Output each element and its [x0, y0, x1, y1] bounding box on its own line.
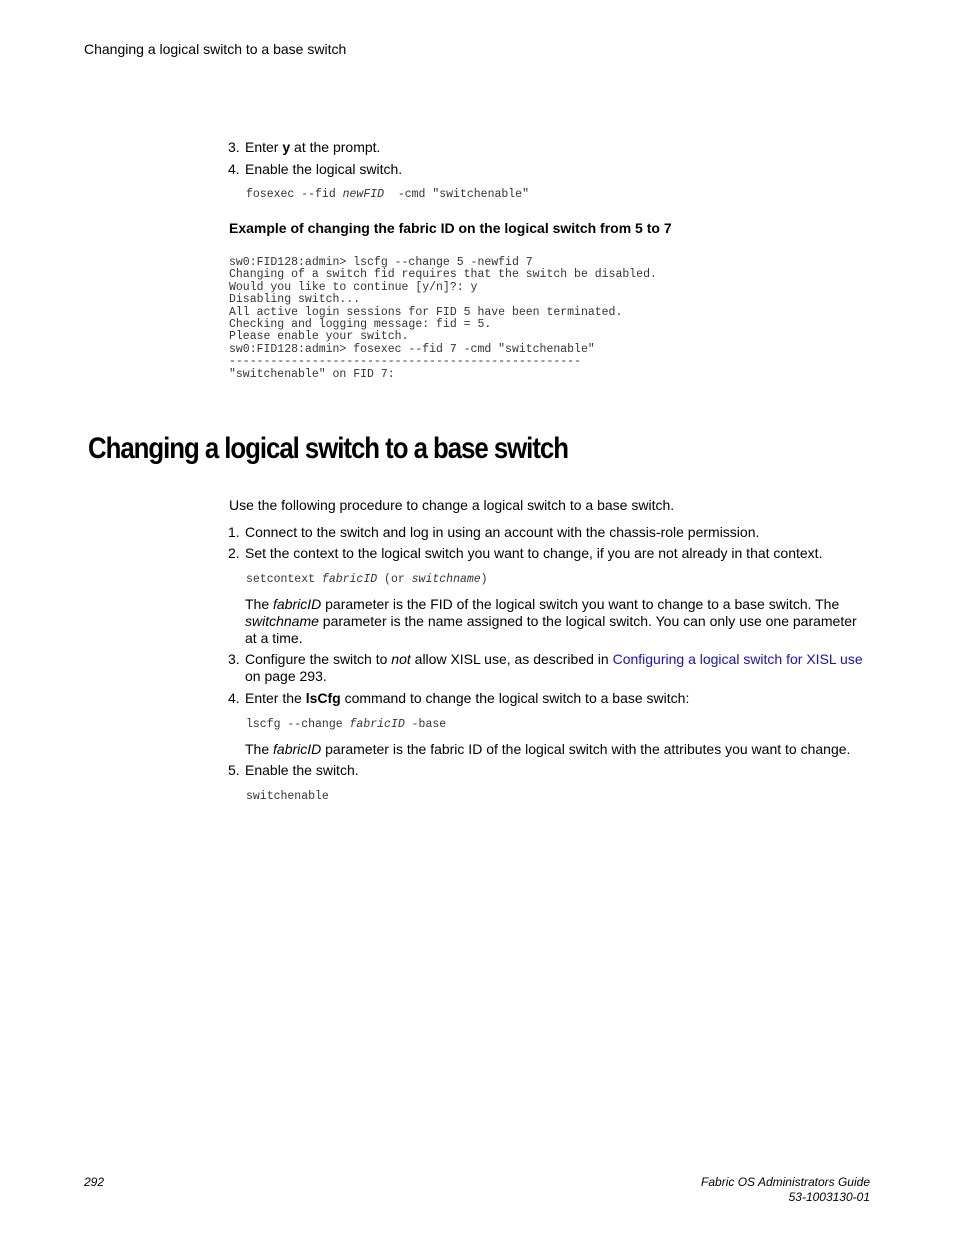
step-number: 1.	[228, 524, 240, 540]
code-line: Would you like to continue [y/n]?: y	[229, 280, 478, 294]
code-line: Please enable your switch.	[229, 330, 409, 344]
step-number: 4.	[228, 690, 240, 706]
command-line: fosexec --fid newFID -cmd "switchenable"	[246, 188, 529, 201]
section-title: Changing a logical switch to a base switch	[88, 432, 568, 465]
step-text: Enable the logical switch.	[245, 161, 403, 177]
page-number: 292	[84, 1175, 105, 1189]
step-text: Connect to the switch and log in using an account with the chassis-role permission.	[245, 524, 760, 540]
xisl-link[interactable]: Configuring a logical switch for XISL use	[612, 651, 863, 667]
command-line: lscfg --change fabricID -base	[246, 718, 447, 731]
step-number: 3.	[228, 139, 240, 155]
step-text: Set the context to the logical switch you want to change, if you are not already in that context.	[245, 545, 823, 561]
example-code-block	[229, 257, 657, 381]
parameter-note: The fabricID parameter is the fabric ID of the logical switch with the attributes you want to change.	[245, 741, 851, 757]
footer-doc-info	[701, 1175, 870, 1205]
example-heading: Example of changing the fabric ID on the logical switch from 5 to 7	[229, 220, 672, 236]
step-number: 5.	[228, 762, 240, 778]
doc-number: 53-1003130-01	[788, 1190, 870, 1204]
code-line: Checking and logging message: fid = 5.	[229, 318, 492, 332]
command-line: switchenable	[246, 790, 329, 803]
doc-title: Fabric OS Administrators Guide	[701, 1175, 870, 1189]
step-text: Enter the lsCfg command to change the logical switch to a base switch:	[245, 690, 690, 706]
code-line: Disabling switch...	[229, 293, 361, 307]
code-line: sw0:FID128:admin> fosexec --fid 7 -cmd "switchenable"	[229, 342, 595, 356]
step-number: 2.	[228, 545, 240, 561]
code-line: ---------------------------------------------------	[229, 355, 581, 369]
step-number: 4.	[228, 161, 240, 177]
intro-text: Use the following procedure to change a logical switch to a base switch.	[229, 497, 675, 513]
step-number: 3.	[228, 651, 240, 667]
step-text: Enable the switch.	[245, 762, 359, 778]
command-line: setcontext fabricID (or switchname)	[246, 573, 488, 586]
code-line: sw0:FID128:admin> lscfg --change 5 -newfid 7	[229, 256, 533, 269]
step-text: Enter y at the prompt.	[245, 139, 381, 155]
parameter-note: The fabricID parameter is the FID of the logical switch you want to change to a base switch. The switchname parameter is the name assigned to the logical switch. You can only use one parameter at a time.	[245, 596, 857, 646]
code-line: "switchenable" on FID 7:	[229, 367, 395, 381]
running-header: Changing a logical switch to a base switch	[84, 41, 347, 57]
step-text: Configure the switch to not allow XISL use, as described in Configuring a logical switch for XISL use on page 293.	[245, 651, 863, 684]
code-line: All active login sessions for FID 5 have been terminated.	[229, 305, 623, 319]
code-line: Changing of a switch fid requires that the switch be disabled.	[229, 268, 657, 282]
